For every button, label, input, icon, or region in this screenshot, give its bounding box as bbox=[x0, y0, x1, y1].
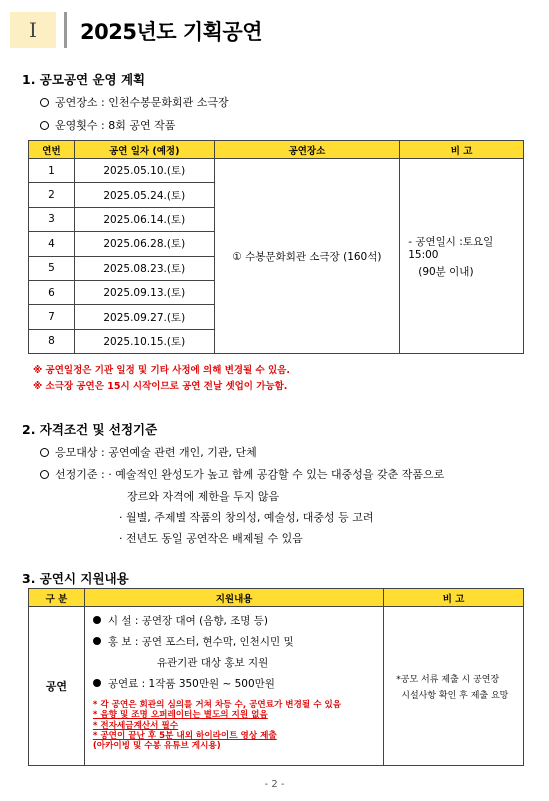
remark-line: *공모 서류 제출 시 공연장 bbox=[396, 674, 500, 685]
col-header: 지원내용 bbox=[84, 589, 383, 607]
col-header: 공연장소 bbox=[214, 141, 400, 159]
row-number: 7 bbox=[29, 305, 75, 329]
row-number: 3 bbox=[29, 207, 75, 231]
col-header: 구 분 bbox=[29, 589, 85, 607]
circle-bullet-icon bbox=[40, 98, 49, 107]
venue-line: 공연장소 : 인천수봉문화회관 소극장 bbox=[40, 94, 229, 110]
row-date: 2025.08.23.(토) bbox=[74, 256, 214, 280]
row-date: 2025.09.27.(토) bbox=[74, 305, 214, 329]
row-number: 1 bbox=[29, 159, 75, 183]
category-cell: 공연 bbox=[29, 607, 85, 766]
support-item: 유관기관 대상 홍보 지원 bbox=[156, 657, 269, 669]
remark-line: - 공연일시 :토요일 15:00 bbox=[408, 235, 494, 261]
support-item: 공연료 : 1작품 350만원 ~ 500만원 bbox=[93, 676, 383, 700]
col-header: 공연 일자 (예정) bbox=[74, 141, 214, 159]
row-date: 2025.10.15.(토) bbox=[74, 329, 214, 353]
section-number: I bbox=[10, 12, 56, 48]
schedule-note: ※ 공연일정은 기관 일정 및 기타 사정에 의해 변경될 수 있음. bbox=[33, 365, 290, 376]
target-line: 응모대상 : 공연예술 관련 개인, 기관, 단체 bbox=[40, 444, 257, 460]
red-note: * 음향 및 조명 오퍼레이터는 별도의 지원 없음 bbox=[92, 710, 268, 721]
col-header: 연번 bbox=[29, 141, 75, 159]
row-date: 2025.05.24.(토) bbox=[74, 183, 214, 207]
red-note: * 각 공연은 회관의 심의를 거쳐 차등 수, 공연료가 변경될 수 있음 bbox=[92, 700, 342, 710]
row-number: 4 bbox=[29, 232, 75, 256]
row-date: 2025.09.13.(토) bbox=[74, 280, 214, 304]
section1-heading: 1. 공모공연 운영 계획 bbox=[22, 72, 146, 87]
row-date: 2025.05.10.(토) bbox=[74, 159, 214, 183]
header-divider bbox=[64, 12, 67, 48]
page-number: - 2 - bbox=[264, 779, 285, 790]
circle-bullet-icon bbox=[40, 448, 49, 457]
support-table bbox=[28, 588, 524, 766]
col-header: 비 고 bbox=[384, 589, 524, 607]
remark-cell bbox=[400, 159, 524, 354]
circle-bullet-icon bbox=[40, 121, 49, 130]
page-title: 2025년도 기획공연 bbox=[80, 20, 262, 44]
support-item: 홍 보 : 공연 포스터, 현수막, 인천시민 및 bbox=[93, 634, 383, 655]
schedule-table bbox=[28, 140, 524, 354]
red-note: * 공연이 끝난 후 5분 내외 하이라이트 영상 제출 bbox=[92, 730, 277, 741]
red-note: * 전자세금계산서 필수 bbox=[92, 720, 179, 731]
row-date: 2025.06.14.(토) bbox=[74, 207, 214, 231]
remark-line: (90분 이내) bbox=[418, 265, 474, 278]
circle-bullet-icon bbox=[40, 470, 49, 479]
place-cell: ① 수봉문화회관 소극장 (160석) bbox=[214, 159, 400, 354]
support-cell bbox=[84, 607, 383, 766]
row-date: 2025.06.28.(토) bbox=[74, 232, 214, 256]
criteria-line: · 월별, 주제별 작품의 창의성, 예술성, 대중성 등 고려 bbox=[119, 511, 374, 524]
row-number: 8 bbox=[29, 329, 75, 353]
support-item: 시 설 : 공연장 대여 (음향, 조명 등) bbox=[93, 613, 383, 634]
bullet-icon bbox=[93, 637, 101, 645]
row-number: 5 bbox=[29, 256, 75, 280]
table-row bbox=[29, 159, 524, 183]
row-number: 2 bbox=[29, 183, 75, 207]
remark-line: 시설사항 확인 후 제출 요망 bbox=[401, 690, 509, 701]
criteria-line: 장르와 자격에 제한을 두지 않음 bbox=[127, 490, 280, 503]
col-header: 비 고 bbox=[400, 141, 524, 159]
bullet-icon bbox=[93, 616, 101, 624]
support-remark-cell bbox=[384, 607, 524, 766]
count-line: 운영횟수 : 8회 공연 작품 bbox=[40, 117, 175, 133]
criteria-line: · 전년도 동일 공연작은 배제될 수 있음 bbox=[119, 532, 303, 545]
bullet-icon bbox=[93, 679, 101, 687]
section3-heading: 3. 공연시 지원내용 bbox=[22, 571, 129, 586]
section2-heading: 2. 자격조건 및 선정기준 bbox=[22, 422, 158, 437]
setup-note: ※ 소극장 공연은 15시 시작이므로 공연 전날 셋업이 가능함. bbox=[33, 381, 288, 392]
row-number: 6 bbox=[29, 280, 75, 304]
criteria-line: 선정기준 : · 예술적인 완성도가 높고 함께 공감할 수 있는 대중성을 갖춘 작품으로 bbox=[40, 466, 444, 482]
red-note: (아카이빙 및 수봉 유튜브 게시용) bbox=[92, 741, 221, 752]
